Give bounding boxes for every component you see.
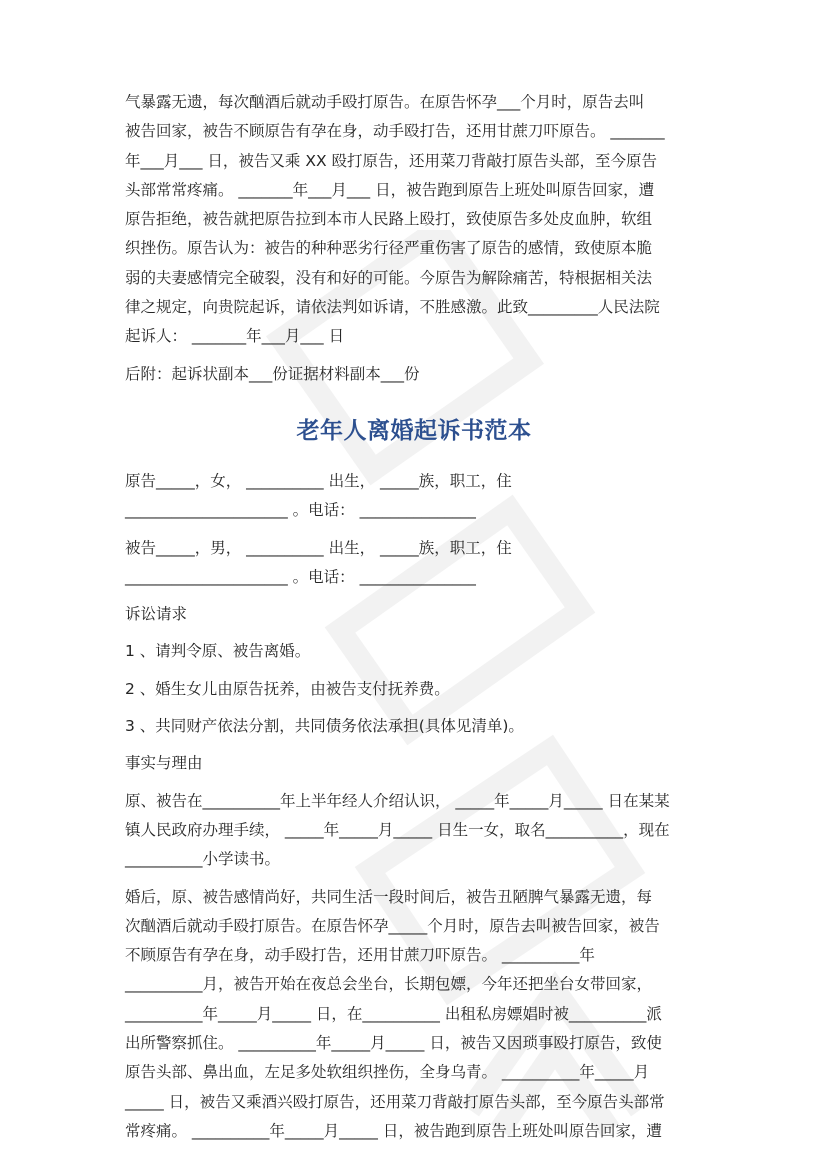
attachment-note: 后附：起诉状副本___份证据材料副本___份 [125,364,420,383]
signature-line: 起诉人： _______年___月___ 日 [125,327,345,346]
text-line: 常疼痛。 __________年_____月_____ 日，被告跑到原告上班处叫原告回家，遭 [125,1121,662,1140]
claim-item: 1 、请判令原、被告离婚。 [125,642,311,661]
text-line: 律之规定，向贵院起诉，请依法判如诉请，不胜感激。此致_________人民法院 [125,298,660,317]
plaintiff-line-1: 原告_____，女， __________ 出生， _____族，职工，住 [125,471,512,490]
text-line: 气暴露无遗，每次酗酒后就动手殴打原告。在原告怀孕___个月时，原告去叫 [125,93,645,111]
text-line: __________月，被告开始在夜总会坐台，长期包嫖，今年还把坐台女带回家， [125,975,653,994]
text-line: 头部常常疼痛。 _______年___月___ 日，被告跑到原告上班处叫原告回家，遭 [125,180,655,199]
text-line: 婚后，原、被告感情尚好，共同生活一段时间后，被告丑陋脾气暴露无遗，每 [125,887,653,906]
document-title: 老年人离婚起诉书范本 [296,417,532,444]
text-line: 弱的夫妻感情完全破裂，没有和好的可能。今原告为解除痛苦，特根据相关法 [125,268,653,287]
text-line: 年___月___ 日，被告又乘 XX 殴打原告，还用菜刀背敲打原告头部，至今原告 [125,151,658,170]
text-line: _____ 日，被告又乘酒兴殴打原告，还用菜刀背敲打原告头部，至今原告头部常 [125,1092,665,1111]
text-line: __________小学读书。 [125,850,281,869]
text-line: __________年_____月_____ 日，在__________ 出租私房嫖娼时被__________派 [125,1004,662,1023]
plaintiff-line-2: _____________________ 。电话： _______________ [125,501,476,520]
defendant-info [125,534,703,593]
text-line: 原、被告在__________年上半年经人介绍认识， _____年_____月_____ 日在某某 [125,791,670,810]
claim-item: 3 、共同财产依法分割，共同债务依法承担(具体见清单)。 [125,717,524,736]
text-line: 出所警察抓住。 __________年_____月_____ 日，被告又因琐事殴打原告，致使 [125,1034,662,1053]
text-line: 被告回家，被告不顾原告有孕在身，动手殴打告，还用甘蔗刀吓原告。 _______ [125,122,665,141]
defendant-line-1: 被告_____，男， __________ 出生， _____族，职工，住 [125,538,512,557]
text-line: 原告拒绝，被告就把原告拉到本市人民路上殴打，致使原告多处皮血肿，软组 [125,210,653,229]
plaintiff-info [125,467,703,526]
facts-paragraph-1 [125,787,703,875]
continuation-paragraph [125,88,703,352]
claim-item: 2 、婚生女儿由原告抚养，由被告支付抚养费。 [125,679,450,698]
text-line: 不顾原告有孕在身，动手殴打告，还用甘蔗刀吓原告。 __________年 [125,946,595,965]
text-line: 织挫伤。原告认为：被告的种种恶劣行径严重伤害了原告的感情，致使原本脆 [125,239,653,258]
facts-paragraph-2 [125,883,703,1147]
claims-heading: 诉讼请求 [125,605,188,624]
text-line: 原告头部、鼻出血，左足多处软组织挫伤，全身乌青。 __________年_____月 [125,1063,650,1082]
text-line: 次酗酒后就动手殴打原告。在原告怀孕_____个月时，原告去叫被告回家，被告 [125,916,660,935]
facts-heading: 事实与理由 [125,754,203,773]
text-line: 镇人民政府办理手续， _____年_____月_____ 日生一女，取名__________，现在 [125,820,670,839]
document-page [125,88,703,1146]
defendant-line-2: _____________________ 。电话： _______________ [125,567,476,586]
